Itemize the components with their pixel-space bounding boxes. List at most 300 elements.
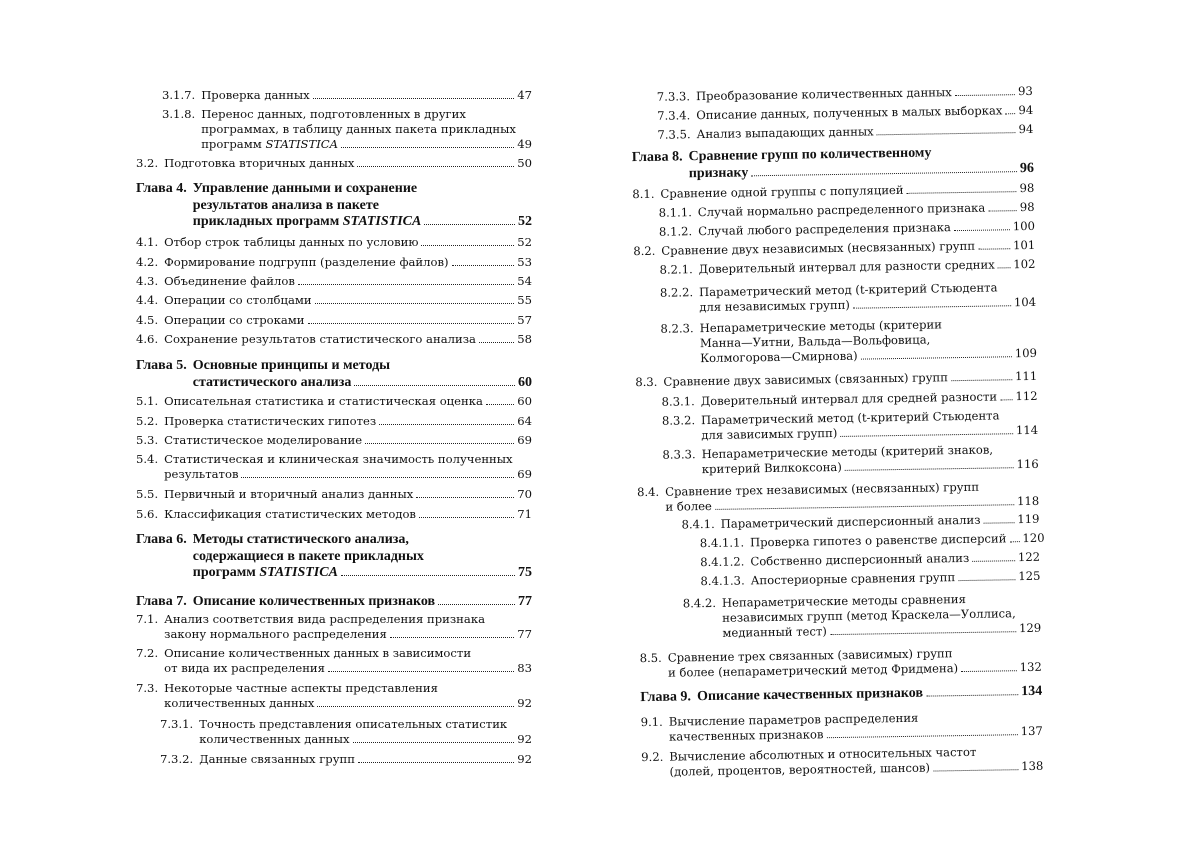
toc-line xyxy=(136,394,532,409)
toc-entry-5-4 xyxy=(136,452,532,482)
page-number: 70 xyxy=(517,487,532,501)
page-number: 75 xyxy=(518,565,532,580)
section-number: 8.4.1. xyxy=(681,516,715,532)
section-number: 8.4.1.3. xyxy=(700,573,745,589)
toc-entry-4-5 xyxy=(136,313,532,328)
toc-entry-7-3-4 xyxy=(657,103,1033,124)
section-title: Проверка гипотез о равенстве дисперсий xyxy=(749,531,1007,550)
toc-line xyxy=(136,414,532,429)
section-title: Операции со строками xyxy=(164,313,305,327)
toc-line xyxy=(136,293,532,308)
section-title: программ STATISTICA xyxy=(201,137,339,151)
section-title: от вида их распределения xyxy=(164,661,325,675)
toc-line xyxy=(136,612,532,627)
section-number: 7.3.5. xyxy=(657,127,691,142)
page-number: 125 xyxy=(1018,568,1041,584)
page-number: 100 xyxy=(1012,218,1036,234)
dot-leader xyxy=(341,147,514,148)
section-title: Колмогорова—Смирнова) xyxy=(700,348,858,366)
toc-line xyxy=(659,257,1035,278)
section-title: Методы статистического анализа, xyxy=(192,532,409,547)
section-number: 8.2. xyxy=(633,243,656,259)
page-number: 101 xyxy=(1012,237,1036,253)
page-number: 55 xyxy=(517,293,532,307)
toc-line xyxy=(136,433,532,448)
section-number: Глава 9. xyxy=(640,689,692,706)
page-number: 118 xyxy=(1016,493,1040,509)
chapter-entry-глава-9 xyxy=(640,684,1042,707)
toc-line xyxy=(136,549,532,566)
section-title: Сравнение трех связанных (зависимых) групп xyxy=(667,646,953,665)
toc-entry-8-2 xyxy=(633,238,1035,259)
section-number: 9.2. xyxy=(641,749,664,765)
dot-leader xyxy=(861,356,1012,359)
toc-line xyxy=(633,238,1035,259)
toc-entry-5-6 xyxy=(136,507,532,522)
toc-entry-7-1 xyxy=(136,612,532,642)
section-number: 7.1. xyxy=(136,612,159,626)
section-number: 7.3.4. xyxy=(657,108,691,123)
dot-leader xyxy=(357,166,514,167)
toc-line xyxy=(136,235,532,250)
section-title: Описание количественных данных в зависимости xyxy=(164,646,472,660)
toc-entry-4-2 xyxy=(136,255,532,270)
page-number: 64 xyxy=(517,414,532,428)
toc-entry-8-4-1-3 xyxy=(700,569,1040,589)
page-number: 69 xyxy=(517,433,532,447)
toc-line xyxy=(136,255,532,270)
toc-line xyxy=(632,181,1034,202)
toc-line xyxy=(136,198,532,215)
page-number: 122 xyxy=(1017,549,1041,565)
dot-leader xyxy=(419,517,514,518)
section-title: и более xyxy=(665,498,712,514)
section-number: 5.1. xyxy=(136,394,159,408)
page-number: 98 xyxy=(1019,180,1035,196)
section-title: для зависимых групп) xyxy=(701,425,838,443)
toc-entry-3-2 xyxy=(136,156,532,171)
chapter-entry-глава-6 xyxy=(136,532,532,582)
dot-leader xyxy=(308,323,515,324)
page-number: 104 xyxy=(1013,294,1037,310)
section-number: 9.1. xyxy=(640,714,663,730)
section-number: 5.2. xyxy=(136,414,159,428)
section-title: Описательная статистика и статистическая оценка xyxy=(164,394,483,408)
toc-entry-8-4-1 xyxy=(681,512,1039,533)
page-number: 94 xyxy=(1018,102,1034,118)
section-title: Статистическая и клиническая значимость полученных xyxy=(164,452,513,466)
section-title: статистического анализа xyxy=(192,374,352,390)
toc-entry-4-6 xyxy=(136,332,532,347)
dot-leader xyxy=(379,424,514,425)
chapter-entry-глава-4 xyxy=(136,181,532,231)
toc-entry-8-1-2 xyxy=(659,219,1035,240)
toc-line xyxy=(162,107,532,122)
page-number: 129 xyxy=(1018,620,1042,636)
dot-leader xyxy=(313,98,515,99)
dot-leader xyxy=(972,560,1015,562)
page-number: 114 xyxy=(1015,422,1039,438)
dot-leader xyxy=(315,303,515,304)
toc-entry-8-4-1-2 xyxy=(700,550,1040,570)
toc-line xyxy=(162,137,532,152)
page-number: 52 xyxy=(517,235,532,249)
page-number: 58 xyxy=(517,332,532,346)
page-number: 47 xyxy=(517,88,532,102)
section-title: программах, в таблицу данных пакета прикладных xyxy=(201,122,516,136)
dot-leader xyxy=(341,575,515,576)
section-number: Глава 6. xyxy=(136,532,187,547)
page-number: 69 xyxy=(517,467,532,481)
dot-leader xyxy=(954,229,1010,231)
toc-line xyxy=(136,214,532,231)
dot-leader xyxy=(827,734,1018,738)
section-title: прикладных программ STATISTICA xyxy=(192,214,422,229)
dot-leader xyxy=(988,210,1017,211)
toc-line xyxy=(160,752,532,767)
section-number: 8.1.1. xyxy=(658,205,692,220)
dot-leader xyxy=(317,706,514,707)
toc-line xyxy=(136,274,532,289)
page-number: 57 xyxy=(517,313,532,327)
section-title: качественных признаков xyxy=(668,727,824,744)
section-title: Сравнение трех независимых (несвязанных) групп xyxy=(665,479,980,499)
toc-line xyxy=(640,684,1042,707)
toc-line xyxy=(136,358,532,375)
dot-leader xyxy=(955,94,1015,96)
section-title: Вычисление параметров распределения xyxy=(668,710,919,729)
dot-leader xyxy=(438,604,515,605)
toc-line xyxy=(136,532,532,549)
toc-entry-8-2-3 xyxy=(660,316,1037,367)
page-number: 92 xyxy=(517,752,532,766)
section-title: Описание качественных признаков xyxy=(696,685,924,705)
section-title: признаку xyxy=(688,164,749,181)
section-title: Непараметрические методы сравнения xyxy=(721,591,967,610)
section-number: 8.3.1. xyxy=(661,394,695,409)
section-title: Сравнение одной группы с популяцией xyxy=(660,182,904,201)
toc-entry-7-3-5 xyxy=(657,122,1033,143)
toc-entry-7-3-1 xyxy=(160,717,532,747)
toc-entry-5-5 xyxy=(136,487,532,502)
toc-entry-5-3 xyxy=(136,433,532,448)
dot-leader xyxy=(1005,113,1015,114)
dot-leader xyxy=(853,305,1011,308)
dot-leader xyxy=(421,245,514,246)
page-number: 53 xyxy=(517,255,532,269)
section-number: 7.3. xyxy=(136,681,159,695)
section-title: Доверительный интервал для разности средних xyxy=(698,257,995,277)
page-number: 92 xyxy=(517,732,532,746)
dot-leader xyxy=(907,191,1017,194)
section-title: количественных данных xyxy=(164,696,315,710)
dot-leader xyxy=(1000,399,1012,400)
section-title: результатов анализа в пакете xyxy=(192,197,379,213)
section-number: 4.5. xyxy=(136,313,159,327)
section-title: Сравнение двух независимых (несвязанных) групп xyxy=(661,238,976,258)
dot-leader xyxy=(877,132,1016,135)
page-number: 96 xyxy=(1019,160,1035,176)
dot-leader xyxy=(486,404,514,405)
dot-leader xyxy=(830,631,1016,635)
section-title: Анализ выпадающих данных xyxy=(696,124,874,142)
page-number: 60 xyxy=(517,394,532,408)
section-title: Собственно дисперсионный анализ xyxy=(750,550,970,569)
dot-leader xyxy=(951,379,1012,381)
dot-leader xyxy=(961,670,1017,672)
page-number: 98 xyxy=(1019,199,1035,215)
toc-line xyxy=(136,661,532,676)
section-title: программ STATISTICA xyxy=(192,565,338,580)
dot-leader xyxy=(358,762,514,763)
section-number: 3.2. xyxy=(136,156,159,170)
section-title: Данные связанных групп xyxy=(199,752,356,766)
toc-entry-9-1 xyxy=(641,709,1043,745)
section-title: Непараметрические методы (критерий знаков, xyxy=(701,442,994,462)
section-title: медианный тест) xyxy=(722,624,828,640)
section-title: Манна—Уитни, Вальда—Вольфовица, xyxy=(699,332,931,351)
toc-line xyxy=(136,565,532,582)
section-title: Описание количественных признаков xyxy=(192,594,436,609)
section-title: Анализ соответствия вида распределения признака xyxy=(164,612,485,626)
section-title: и более (непараметрический метод Фридмена) xyxy=(667,661,959,680)
toc-line xyxy=(700,569,1040,589)
section-number: 7.3.1. xyxy=(160,717,194,731)
page-number: 77 xyxy=(518,594,532,609)
toc-line xyxy=(160,717,532,732)
page-number: 77 xyxy=(517,627,532,641)
toc-line xyxy=(136,452,532,467)
section-number: 8.1.2. xyxy=(658,224,693,239)
section-number: 8.2.1. xyxy=(659,262,693,277)
toc-entry-8-3-3 xyxy=(662,442,1038,478)
toc-line xyxy=(659,200,1035,221)
toc-line xyxy=(662,389,1038,410)
section-number: Глава 8. xyxy=(631,149,683,166)
toc-line xyxy=(136,594,532,611)
toc-entry-3-1-8 xyxy=(162,107,532,152)
page-number: 120 xyxy=(1022,530,1045,546)
toc-entry-8-3-2 xyxy=(662,408,1038,444)
page-number: 71 xyxy=(517,507,532,521)
section-number: 3.1.7. xyxy=(162,88,196,102)
section-title: Точность представления описательных статистик xyxy=(199,717,508,731)
page-number: 52 xyxy=(518,214,532,229)
page-number: 93 xyxy=(1017,83,1033,99)
toc-line xyxy=(162,88,532,103)
page-number: 111 xyxy=(1015,368,1038,384)
section-title: Операции со столбцами xyxy=(164,293,312,307)
section-number: 4.6. xyxy=(136,332,159,346)
page-number: 134 xyxy=(1021,683,1043,700)
chapter-entry-глава-7 xyxy=(136,594,532,611)
section-title: Первичный и вторичный анализ данных xyxy=(164,487,414,501)
page-number: 60 xyxy=(518,374,532,390)
section-title: Параметрический метод (t-критерий Стьюдента xyxy=(698,280,998,300)
section-title: независимых групп (метод Краскела—Уоллиса, xyxy=(722,606,1016,625)
section-number: 5.6. xyxy=(136,507,159,521)
section-title: Апостериорные сравнения групп xyxy=(750,570,956,588)
section-title: количественных данных xyxy=(199,732,350,746)
page-number: 102 xyxy=(1013,256,1036,272)
toc-line xyxy=(136,156,532,171)
dot-leader xyxy=(715,504,1014,510)
section-title: результатов xyxy=(164,467,239,481)
section-title: Сравнение двух зависимых (связанных) групп xyxy=(663,370,949,389)
toc-entry-8-1-1 xyxy=(659,200,1035,221)
dot-leader xyxy=(998,267,1011,268)
page-number: 92 xyxy=(517,696,532,710)
section-number: Глава 7. xyxy=(136,594,187,609)
section-title: Подготовка вторичных данных xyxy=(164,156,355,170)
dot-leader xyxy=(751,171,1017,176)
section-number: 7.2. xyxy=(136,646,159,660)
section-title: Сравнение групп по количественному xyxy=(688,145,932,165)
section-number: 8.1. xyxy=(632,186,655,202)
section-title: Проверка статистических гипотез xyxy=(164,414,377,428)
section-number: 8.4.1.2. xyxy=(700,554,745,570)
toc-line xyxy=(136,181,532,198)
section-number: 7.3.3. xyxy=(656,89,691,104)
section-title: для независимых групп) xyxy=(699,297,850,315)
toc-line xyxy=(162,122,532,137)
section-number: 8.2.3. xyxy=(660,321,694,336)
toc-entry-8-2-2 xyxy=(660,280,1036,316)
dot-leader xyxy=(416,497,514,498)
section-title: Статистическое моделирование xyxy=(164,433,363,447)
dot-leader xyxy=(365,443,514,444)
section-title: Случай любого распределения признака xyxy=(698,220,951,239)
dot-leader xyxy=(958,579,1015,581)
page-number: 138 xyxy=(1021,758,1044,774)
dot-leader xyxy=(353,742,515,743)
toc-line xyxy=(136,375,532,392)
toc-line xyxy=(136,696,532,711)
section-title: Доверительный интервал для средней разности xyxy=(700,389,998,409)
toc-line xyxy=(136,467,532,482)
page-number: 54 xyxy=(517,274,532,288)
section-title: Отбор строк таблицы данных по условию xyxy=(164,235,419,249)
section-number: 8.3.3. xyxy=(662,447,696,462)
section-number: 4.4. xyxy=(136,293,159,307)
dot-leader xyxy=(328,671,514,672)
section-title: Вычисление абсолютных и относительных частот xyxy=(669,744,977,764)
dot-leader xyxy=(926,694,1018,696)
toc-entry-4-3 xyxy=(136,274,532,289)
toc-line xyxy=(136,332,532,347)
toc-entry-7-2 xyxy=(136,646,532,676)
toc-line xyxy=(657,103,1033,124)
dot-leader xyxy=(978,248,1010,250)
page-number: 137 xyxy=(1020,723,1043,739)
toc-line xyxy=(136,627,532,642)
section-number: 5.5. xyxy=(136,487,159,501)
section-title: закону нормального распределения xyxy=(164,627,387,641)
page-number: 94 xyxy=(1018,121,1034,137)
toc-entry-7-3-3 xyxy=(657,84,1033,105)
dot-leader xyxy=(390,637,514,638)
section-title: Объединение файлов xyxy=(164,274,295,288)
toc-entry-8-5 xyxy=(640,645,1042,681)
dot-leader xyxy=(298,284,514,285)
section-title: Некоторые частные аспекты представления xyxy=(164,681,438,695)
toc-line xyxy=(659,219,1035,240)
dot-leader xyxy=(840,433,1013,437)
toc-line xyxy=(681,512,1039,533)
section-title: Управление данными и сохранение xyxy=(192,181,418,196)
section-number: 7.3.2. xyxy=(160,752,194,766)
toc-line xyxy=(136,487,532,502)
dot-leader xyxy=(424,224,515,225)
toc-line xyxy=(635,369,1037,390)
right-page xyxy=(593,0,1200,853)
section-title: Непараметрические методы (критерии xyxy=(699,317,943,336)
toc-line xyxy=(136,507,532,522)
section-number: Глава 4. xyxy=(136,181,187,196)
toc-line xyxy=(136,681,532,696)
section-number: 8.3. xyxy=(635,374,658,390)
dot-leader xyxy=(1009,541,1019,542)
section-number: 4.1. xyxy=(136,235,159,249)
dot-leader xyxy=(479,342,514,343)
section-title: Перенос данных, подготовленных в других xyxy=(201,107,466,121)
toc-entry-7-3 xyxy=(136,681,532,711)
section-title: (долей, процентов, вероятностей, шансов) xyxy=(669,760,931,779)
dot-leader xyxy=(241,477,514,478)
section-title: Параметрический метод (t-критерий Стьюдента xyxy=(700,408,1000,428)
section-title: содержащиеся в пакете прикладных xyxy=(192,548,424,564)
section-number: Глава 5. xyxy=(136,358,187,373)
section-number: 8.4.2. xyxy=(682,595,717,611)
page-number: 112 xyxy=(1015,388,1038,404)
section-number: 8.2.2. xyxy=(659,285,694,300)
section-title: Описание данных, полученных в малых выборках xyxy=(696,103,1003,123)
dot-leader xyxy=(845,467,1014,471)
page-number: 50 xyxy=(517,156,532,170)
toc-line xyxy=(700,550,1040,570)
toc-entry-8-2-1 xyxy=(659,257,1035,278)
toc-entry-4-1 xyxy=(136,235,532,250)
toc-entry-4-4 xyxy=(136,293,532,308)
page-number: 116 xyxy=(1016,456,1039,472)
section-title: Основные принципы и методы xyxy=(192,358,391,373)
section-number: 8.5. xyxy=(639,650,662,666)
dot-leader xyxy=(354,385,515,386)
toc-line xyxy=(136,313,532,328)
dot-leader xyxy=(452,265,515,266)
toc-entry-8-3-1 xyxy=(662,389,1038,410)
section-title: Параметрический дисперсионный анализ xyxy=(720,512,981,531)
section-number: 4.2. xyxy=(136,255,159,269)
section-title: критерий Вилкоксона) xyxy=(701,459,842,477)
dot-leader xyxy=(984,522,1015,523)
section-number: 8.4. xyxy=(636,484,660,500)
section-number: 8.4.1.1. xyxy=(699,535,745,551)
toc-entry-5-1 xyxy=(136,394,532,409)
section-title: Случай нормально распределенного признака xyxy=(697,200,986,220)
section-number: 4.3. xyxy=(136,274,159,288)
section-title: Преобразование количественных данных xyxy=(695,85,952,104)
toc-entry-8-1 xyxy=(632,181,1034,202)
section-number: 8.3.2. xyxy=(661,413,696,428)
section-title: Сохранение результатов статистического анализа xyxy=(164,332,476,346)
page-number: 109 xyxy=(1014,345,1038,361)
toc-line xyxy=(699,530,1045,551)
page-number: 83 xyxy=(517,661,532,675)
page-number: 49 xyxy=(517,137,532,151)
toc-entry-7-3-2 xyxy=(160,752,532,767)
toc-entry-3-1-7 xyxy=(162,88,532,103)
